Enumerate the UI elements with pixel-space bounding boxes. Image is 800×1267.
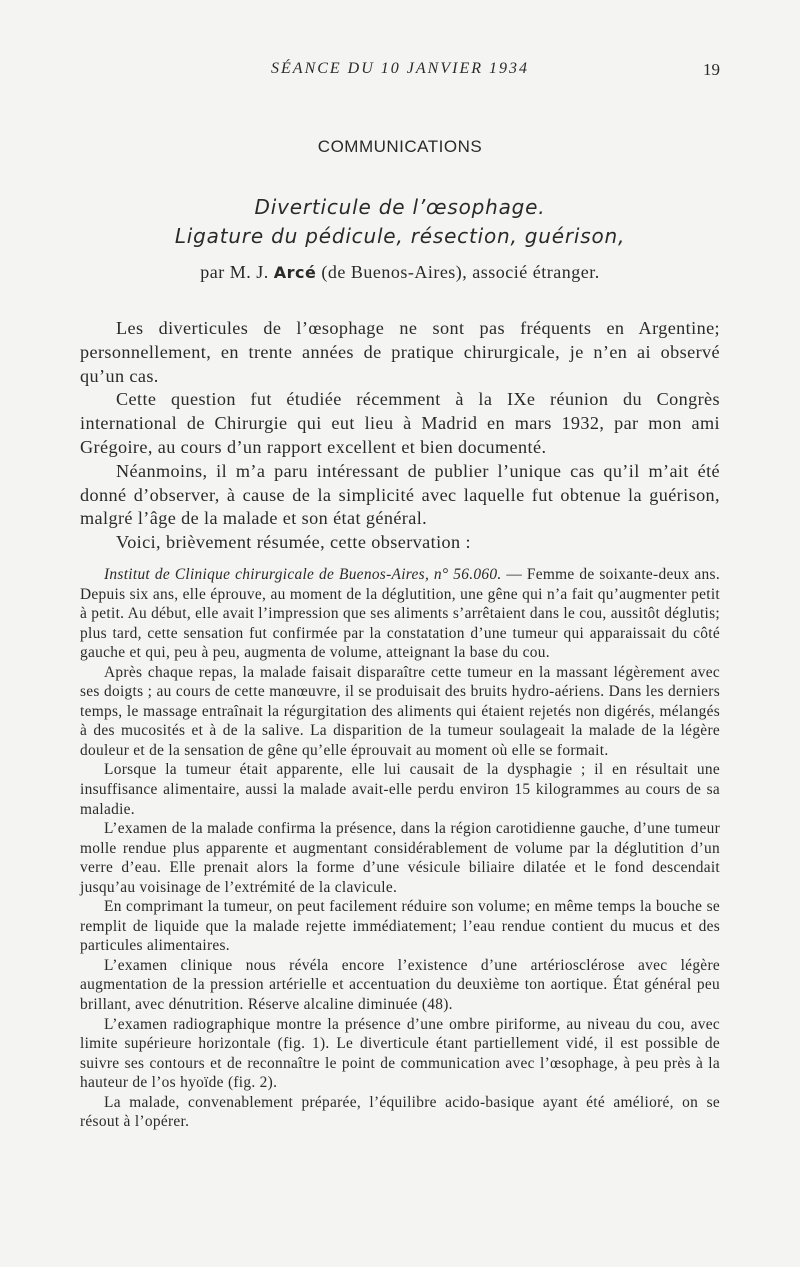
article-title-line-2: Ligature du pédicule, résection, guérison, <box>174 224 626 248</box>
observation-intro: — Femme de soixante-deux ans. Depuis six ans, elle éprouve, au moment de la déglutition, une gêne qui n’a fait qu’augmenter petit à petit. Au début, elle avait l’impression que ses aliments s’arrêtaient dans le cou, aussitôt déglutis; plus tard, cette sensation fut confirmée par la constatation d’une tumeur qui apparaissait du côté gauche et qui, peu à peu, augmenta de volume, atteignant la base du cou. <box>80 566 720 662</box>
observation-paragraph: La malade, convenablement préparée, l’équilibre acido-basique ayant été amélioré, on se résout à l’opérer. <box>80 1093 720 1131</box>
running-title: SÉANCE DU 10 JANVIER 1934 <box>271 60 529 77</box>
article-title-line-1: Diverticule de l’œsophage. <box>254 195 546 219</box>
observation-reference: Institut de Clinique chirurgicale de Buenos-Aires, n° 56.060. <box>104 566 502 583</box>
paragraph: Néanmoins, il m’a paru intéressant de publier l’unique cas qu’il m’ait été donné d’observer, à cause de la simplicité avec laquelle fut obtenue la guérison, malgré l’âge de la malade et son état général. <box>80 460 720 529</box>
byline-prefix: par M. J. <box>200 262 269 282</box>
observation-text <box>80 565 720 1132</box>
paragraph: Voici, brièvement résumée, cette observation : <box>116 532 471 553</box>
page-number: 19 <box>703 60 720 79</box>
observation-paragraph: L’examen de la malade confirma la présence, dans la région carotidienne gauche, d’une tumeur molle rendue plus apparente et augmentant considérablement de volume par la déglutition d’un verre d’eau. Elle prenait alors la forme d’une vésicule biliaire dilatée et le fond descendait jusqu’au voisinage de l’extrémité de la clavicule. <box>80 820 720 896</box>
paragraph: Cette question fut étudiée récemment à la IXe réunion du Congrès international de Chirurgie qui eut lieu à Madrid en mars 1932, par mon ami Grégoire, au cours d’un rapport excellent et bien documenté. <box>80 389 720 457</box>
observation-paragraph: L’examen clinique nous révéla encore l’existence d’une artériosclérose avec légère augmentation de la pression artérielle et accentuation du deuxième ton aortique. État général peu brillant, avec dénutrition. Réserve alcaline diminuée (48). <box>80 956 720 1014</box>
byline <box>0 262 800 283</box>
observation-paragraph <box>80 565 720 663</box>
article-title <box>60 193 740 251</box>
paragraph: Les diverticules de l’œsophage ne sont pas fréquents en Argentine; personnellement, en trente années de pratique chirurgicale, je n’en ai observé qu’un cas. <box>80 318 720 386</box>
running-head <box>80 60 720 84</box>
body-text <box>80 317 720 555</box>
observation-paragraph: En comprimant la tumeur, on peut facilement réduire son volume; en même temps la bouche se remplit de liquide que la malade rejette immédiatement; l’eau rendue contient du mucus et des particules alimentaires. <box>80 898 720 955</box>
observation-paragraph: L’examen radiographique montre la présence d’une ombre piriforme, au niveau du cou, avec limite supérieure horizontale (fig. 1). Le diverticule étant partiellement vidé, il est possible de suivre ses contours et de reconnaître le point de communication avec l’œsophage, à peu près à la hauteur de l’os hyoïde (fig. 2). <box>80 1015 720 1092</box>
observation-paragraph: Lorsque la tumeur était apparente, elle lui causait de la dysphagie ; il en résultait une insuffisance alimentaire, aussi la malade avait-elle perdu environ 15 kilogrammes au cours de sa maladie. <box>80 761 720 818</box>
section-heading: COMMUNICATIONS <box>317 137 483 156</box>
author-name: Arcé <box>273 263 317 282</box>
byline-suffix: (de Buenos-Aires), associé étranger. <box>321 262 600 282</box>
observation-paragraph: Après chaque repas, la malade faisait disparaître cette tumeur en la massant légèrement avec ses doigts ; au cours de cette manœuvre, il se produisait des bruits hydro-aériens. Dans les derniers temps, le massage entraînait la régurgitation des aliments qui étaient rejetés non digérés, mélangés à des mucosités et à de la salive. La disparition de la tumeur soulageait la malade de la légère douleur et de la sensation de gêne qu’elle éprouvait au moment où elle se formait. <box>80 663 720 759</box>
